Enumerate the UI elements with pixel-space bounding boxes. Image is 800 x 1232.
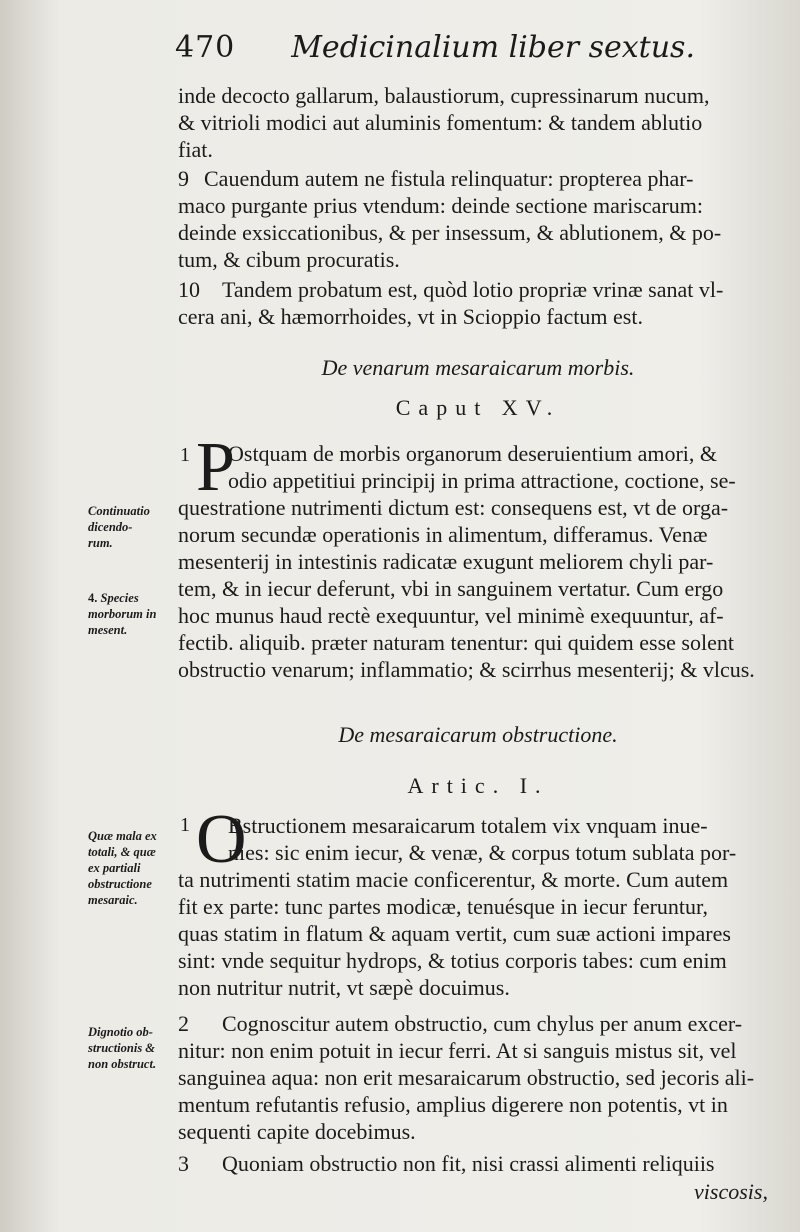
paragraph-number: 1	[180, 814, 190, 836]
item-number: 9	[178, 166, 189, 191]
chapter-heading: Caput XV.	[395, 395, 561, 420]
text-line: nies: sic enim iecur, & venæ, & corpus totum sublata por-	[228, 840, 737, 865]
paragraph-number: 1	[180, 444, 190, 466]
paragraph-number: 3	[178, 1151, 189, 1176]
text-line: Cauendum autem ne fistula relinquatur: propterea phar-	[204, 166, 694, 191]
margin-note	[88, 503, 180, 551]
text-line: fectib. aliquib. præter naturam tenentur: qui quidem esse solent	[178, 630, 734, 655]
text-line: mentum refutantis refusio, amplius digerere non potentis, vt in	[178, 1092, 728, 1117]
text-line: norum secundæ operationis in alimentum, differamus. Venæ	[178, 522, 708, 547]
margin-note-line: mesent.	[88, 623, 128, 637]
text-line: ta nutrimenti statim macie conficerentur, & morte. Cum autem	[178, 867, 729, 892]
item-number: 10	[178, 277, 200, 302]
drop-cap: O	[196, 801, 247, 878]
margin-note-line: rum.	[88, 536, 113, 550]
text-line: Bstructionem mesaraicarum totalem vix vnquam inue-	[228, 813, 708, 838]
text-line: sequenti capite docebimus.	[178, 1119, 416, 1144]
margin-note-line: Species	[100, 591, 139, 605]
text-line: mesenterij in intestinis radicatæ exugunt meliorem chyli par-	[178, 549, 714, 574]
running-head	[175, 30, 695, 78]
text-line: fiat.	[178, 137, 213, 162]
margin-note	[88, 590, 180, 638]
margin-note	[88, 1024, 180, 1072]
text-line: quas statim in flatum & aquam vertit, cum suæ actioni impares	[178, 921, 731, 946]
text-line: deinde exsiccationibus, & per insessum, & ablutionem, & po-	[178, 220, 722, 245]
margin-note-line: Dignotio ob-	[88, 1025, 153, 1039]
margin-note-line: obstructione	[88, 877, 152, 891]
text-line: tum, & cibum procuratis.	[178, 247, 400, 272]
article-paragraph	[178, 801, 778, 1001]
numbered-item-10	[178, 276, 778, 330]
margin-note-line: morborum in	[88, 607, 157, 621]
margin-note-line: structionis &	[88, 1041, 156, 1055]
margin-note-number: 4.	[88, 591, 98, 605]
chapter-paragraph	[178, 429, 778, 683]
margin-note-line: mesaraic.	[88, 893, 138, 907]
margin-note-line: Quæ mala ex	[88, 829, 157, 843]
text-line: Quoniam obstructio non fit, nisi crassi alimenti reliquiis	[222, 1151, 715, 1176]
numbered-paragraph-2	[178, 1010, 778, 1145]
subsection-title: De mesaraicarum obstructione.	[338, 722, 618, 747]
numbered-paragraph-3	[178, 1150, 778, 1177]
section-title: De venarum mesaraicarum morbis.	[321, 355, 635, 380]
catchword: viscosis,	[694, 1179, 768, 1204]
text-line: questratione nutrimenti dictum est: consequens est, vt de orga-	[178, 495, 729, 520]
margin-note-line: non obstruct.	[88, 1057, 157, 1071]
margin-note-line: Continuatio	[88, 504, 150, 518]
margin-note-line: dicendo-	[88, 520, 133, 534]
text-line: hoc munus haud rectè exequuntur, vel minimè exequuntur, af-	[178, 603, 724, 628]
text-line: sint: vnde sequitur hydrops, & totius corporis tabes: cum enim	[178, 948, 727, 973]
text-line: tem, & in iecur deferunt, vbi in sanguinem vertatur. Cum ergo	[178, 576, 724, 601]
numbered-item-9	[178, 165, 778, 273]
drop-cap: P	[196, 429, 235, 506]
text-line: maco purgante prius vtendum: deinde sectione mariscarum:	[178, 193, 703, 218]
text-line: Ostquam de morbis organorum deseruientium amori, &	[228, 441, 718, 466]
margin-note-line: totali, & quæ	[88, 845, 156, 859]
paragraph-number: 2	[178, 1011, 189, 1036]
text-line: & vitrioli modici aut aluminis fomentum: & tandem ablutio	[178, 110, 703, 135]
text-line: cera ani, & hæmorrhoides, vt in Scioppio factum est.	[178, 304, 643, 329]
text-line: fit ex parte: tunc partes modicæ, tenuésque in iecur feruntur,	[178, 894, 708, 919]
running-title: Medicinalium liber sextus.	[291, 30, 695, 65]
text-line: inde decocto gallarum, balaustiorum, cupressinarum nucum,	[178, 83, 710, 108]
text-line: nitur: non enim potuit in iecur ferri. At si sanguis mistus sit, vel	[178, 1038, 737, 1063]
text-line: sanguinea aqua: non erit mesaraicarum obstructio, sed jecoris ali-	[178, 1065, 755, 1090]
article-heading: Artic. I.	[407, 773, 549, 798]
margin-note	[88, 828, 180, 908]
text-block-opening	[178, 82, 778, 163]
text-line: non nutritur nutrit, vt sæpè docuimus.	[178, 975, 510, 1000]
margin-note-line: ex partiali	[88, 861, 141, 875]
page-number: 470	[175, 30, 236, 65]
text-line: Tandem probatum est, quòd lotio propriæ vrinæ sanat vl-	[222, 277, 724, 302]
text-line: odio appetitiui principij in prima attractione, coctione, se-	[228, 468, 736, 493]
text-line: Cognoscitur autem obstructio, cum chylus per anum excer-	[222, 1011, 743, 1036]
text-line: obstructio venarum; inflammatio; & scirrhus mesenterij; & vlcus.	[178, 657, 755, 682]
